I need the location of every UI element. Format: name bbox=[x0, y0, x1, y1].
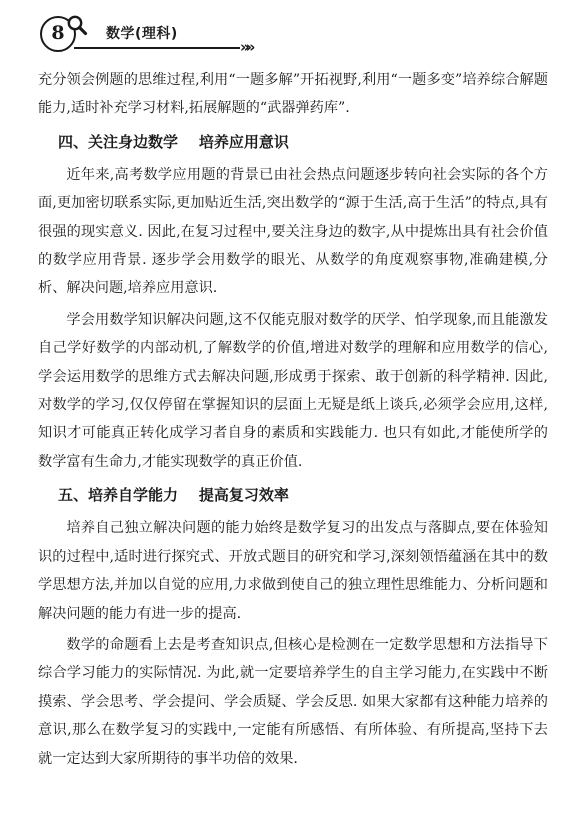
header-rule bbox=[74, 47, 240, 49]
page-body bbox=[38, 66, 548, 776]
section-5-heading: 五、培养自学能力 提高复习效率 bbox=[58, 486, 289, 505]
section-4-paragraph-2: 学会用数学知识解决问题,这不仅能克服对数学的厌学、怕学现象,而且能激发自己学好数学的内部动机,了解数学的价值,增进对数学的理解和应用数学的信心,学会运用数学的思维方式去解决问题,形成勇于探索、敢于创新的科学精神. 因此,对数学的学习,仅仅停留在掌握知识的层面上无疑是纸上谈兵,必须学会应用,这样,知识才可能真正转化成学习者自身的素质和实践能力. 也只有如此,才能使所学的数学富有生命力,才能实现数学的真正价值. bbox=[38, 311, 548, 470]
section-4-paragraph-1: 近年来,高考数学应用题的背景已由社会热点问题逐步转向社会实际的各个方面,更加密切联系实际,更加贴近生活,突出数学的“源于生活,高于生活”的特点,具有很强的现实意义. 因此,在复习过程中,要关注身边的数字,从中提炼出具有社会价值的数学应用背景. 逐步学会用数学的眼光、从数学的角度观察事物,准确建模,分析、解决问题,培养应用意识. bbox=[38, 166, 548, 297]
section-4-heading: 四、关注身边数学 培养应用意识 bbox=[58, 132, 289, 151]
running-header bbox=[40, 16, 290, 62]
magnifier-icon bbox=[64, 13, 88, 37]
book-title: 数学(理科) bbox=[106, 26, 178, 42]
section-5-paragraph-1: 培养自己独立解决问题的能力始终是数学复习的出发点与落脚点,要在体验知识的过程中,适时进行探究式、开放式题目的研究和学习,深刻领悟蕴涵在其中的数学思想方法,并加以自觉的应用,力求做到使自己的独立理性思维能力、分析问题和解决问题的能力有进一步的提高. bbox=[38, 520, 548, 622]
page-number: 8 bbox=[51, 22, 65, 44]
header-arrows: »» bbox=[240, 38, 252, 56]
section-5-paragraph-2: 数学的命题看上去是考查知识点,但核心是检测在一定数学思想和方法指导下综合学习能力的实际情况. 为此,就一定要培养学生的自主学习能力,在实践中不断摸索、学会思考、学会提问、学会质疑、学会反思. 如果大家都有这种能力培养的意识,那么在数学复习的实践中,一定能有所感悟、有所体验、有所提高,坚持下去就一定达到大家所期待的事半功倍的效果. bbox=[38, 636, 548, 767]
intro-paragraph: 充分领会例题的思维过程,利用“一题多解”开拓视野,利用“一题多变”培养综合解题能力,适时补充学习材料,拓展解题的“武器弹药库”. bbox=[38, 72, 548, 117]
